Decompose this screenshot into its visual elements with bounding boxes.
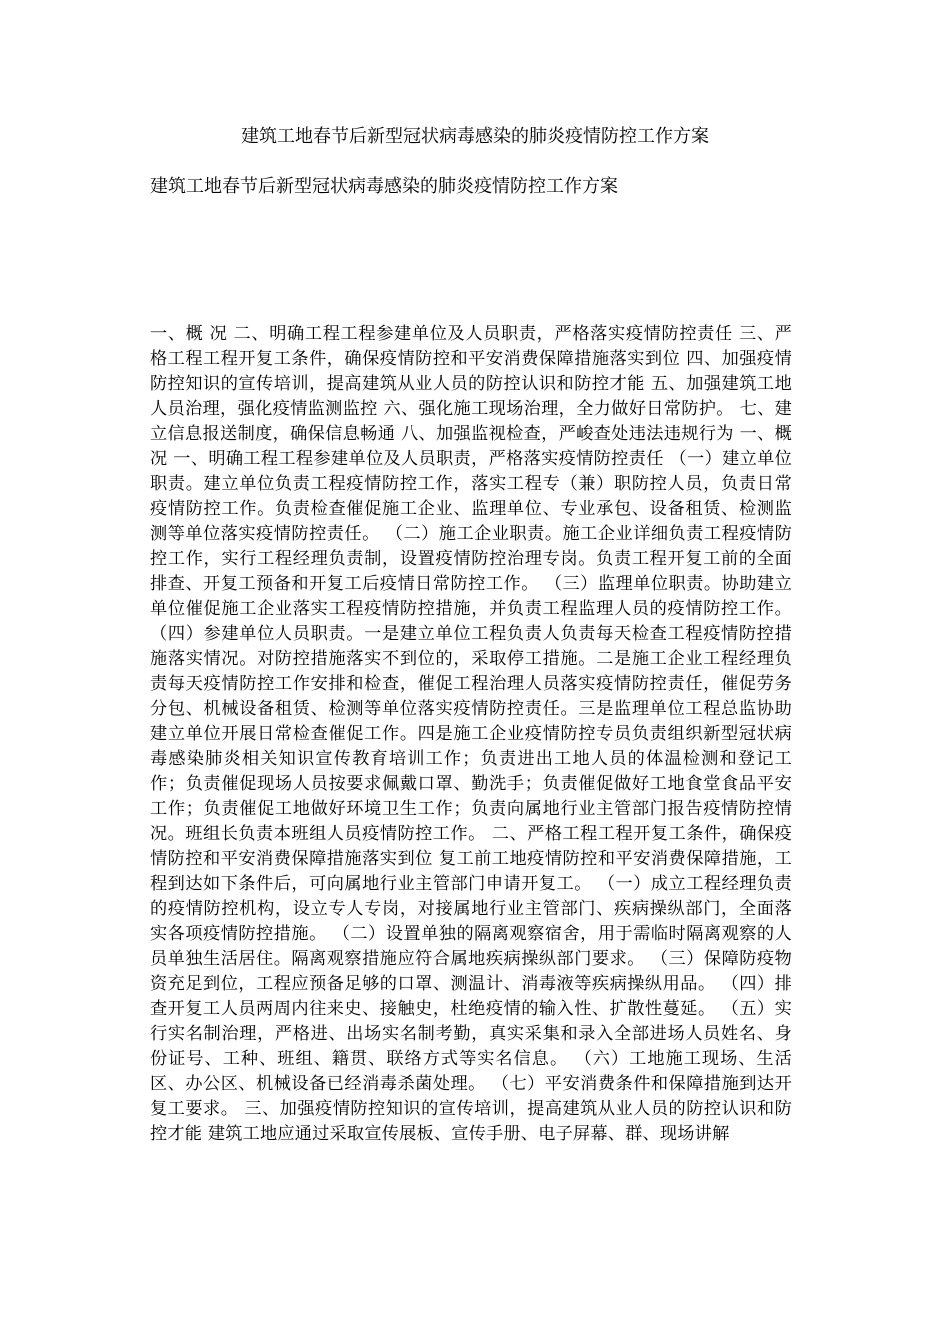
document-subtitle: 建筑工地春节后新型冠状病毒感染的肺炎疫情防控工作方案 [150,176,618,197]
document-body-text: 一、概 况 二、明确工程工程参建单位及人员职责，严格落实疫情防控责任 三、严格工程工程开复工条件，确保疫情防控和平安消费保障措施落实到位 四、加强疫情防控知识的宣传培训，提高建筑从业人员的防控认识和防控才能 五、加强建筑工地人员治理，强化疫情监测监控 六、强化施工现场治理，全力做好日常防护。 七、建立信息报送制度，确保信息畅通 八、加强监视检查，严峻查处违法违规行为 一、概 况 一、明确工程工程参建单位及人员职责，严格落实疫情防控责任 （一）建立单位职责。建立单位负责工程疫情防控工作，落实工程专（兼）职防控人员，负责日常疫情防控工作。负责检查催促施工企业、监理单位、专业承包、设备租赁、检测监测等单位落实疫情防控责任。 （二）施工企业职责。施工企业详细负责工程疫情防控工作，实行工程经理负责制，设置疫情防控治理专岗。负责工程开复工前的全面排查、开复工预备和开复工后疫情日常防控工作。 （三）监理单位职责。协助建立单位催促施工企业落实工程疫情防控措施，并负责工程监理人员的疫情防控工作。 （四）参建单位人员职责。一是建立单位工程负责人负责每天检查工程疫情防控措施落实情况。对防控措施落实不到位的，采取停工措施。二是施工企业工程经理负责每天疫情防控工作安排和检查，催促工程治理人员落实疫情防控责任，催促劳务分包、机械设备租赁、检测等单位落实疫情防控责任。三是监理单位工程总监协助建立单位开展日常检查催促工作。四是施工企业疫情防控专员负责组织新型冠状病毒感染肺炎相关知识宣传教育培训工作；负责进出工地人员的体温检测和登记工作；负责催促现场人员按要求佩戴口罩、勤洗手；负责催促做好工地食堂食品平安工作；负责催促工地做好环境卫生工作；负责向属地行业主管部门报告疫情防控情况。班组长负责本班组人员疫情防控工作。 二、严格工程工程开复工条件，确保疫情防控和平安消费保障措施落实到位 复工前工地疫情防控和平安消费保障措施，工程到达如下条件后，可向属地行业主管部门申请开复工。 （一）成立工程经理负责的疫情防控机构，设立专人专岗，对接属地行业主管部门、疾病操纵部门，全面落实各项疫情防控措施。 （二）设置单独的隔离观察宿舍，用于需临时隔离观察的人员单独生活居住。隔离观察措施应符合属地疾病操纵部门要求。 （三）保障防疫物资充足到位，工程应预备足够的口罩、测温计、消毒液等疾病操纵用品。 （四）排查开复工人员两周内往来史、接触史，杜绝疫情的输入性、扩散性蔓延。 （五）实行实名制治理，严格进、出场实名制考勤，真实采集和录入全部进场人员姓名、身份证号、工种、班组、籍贯、联络方式等实名信息。 （六）工地施工现场、生活区、办公区、机械设备已经消毒杀菌处理。 （七）平安消费条件和保障措施到达开复工要求。 三、加强疫情防控知识的宣传培训，提高建筑从业人员的防控认识和防控才能 建筑工地应通过采取宣传展板、宣传手册、电子屏幕、群、现场讲解 [150,324,792,1144]
document-title: 建筑工地春节后新型冠状病毒感染的肺炎疫情防控工作方案 [241,126,709,147]
